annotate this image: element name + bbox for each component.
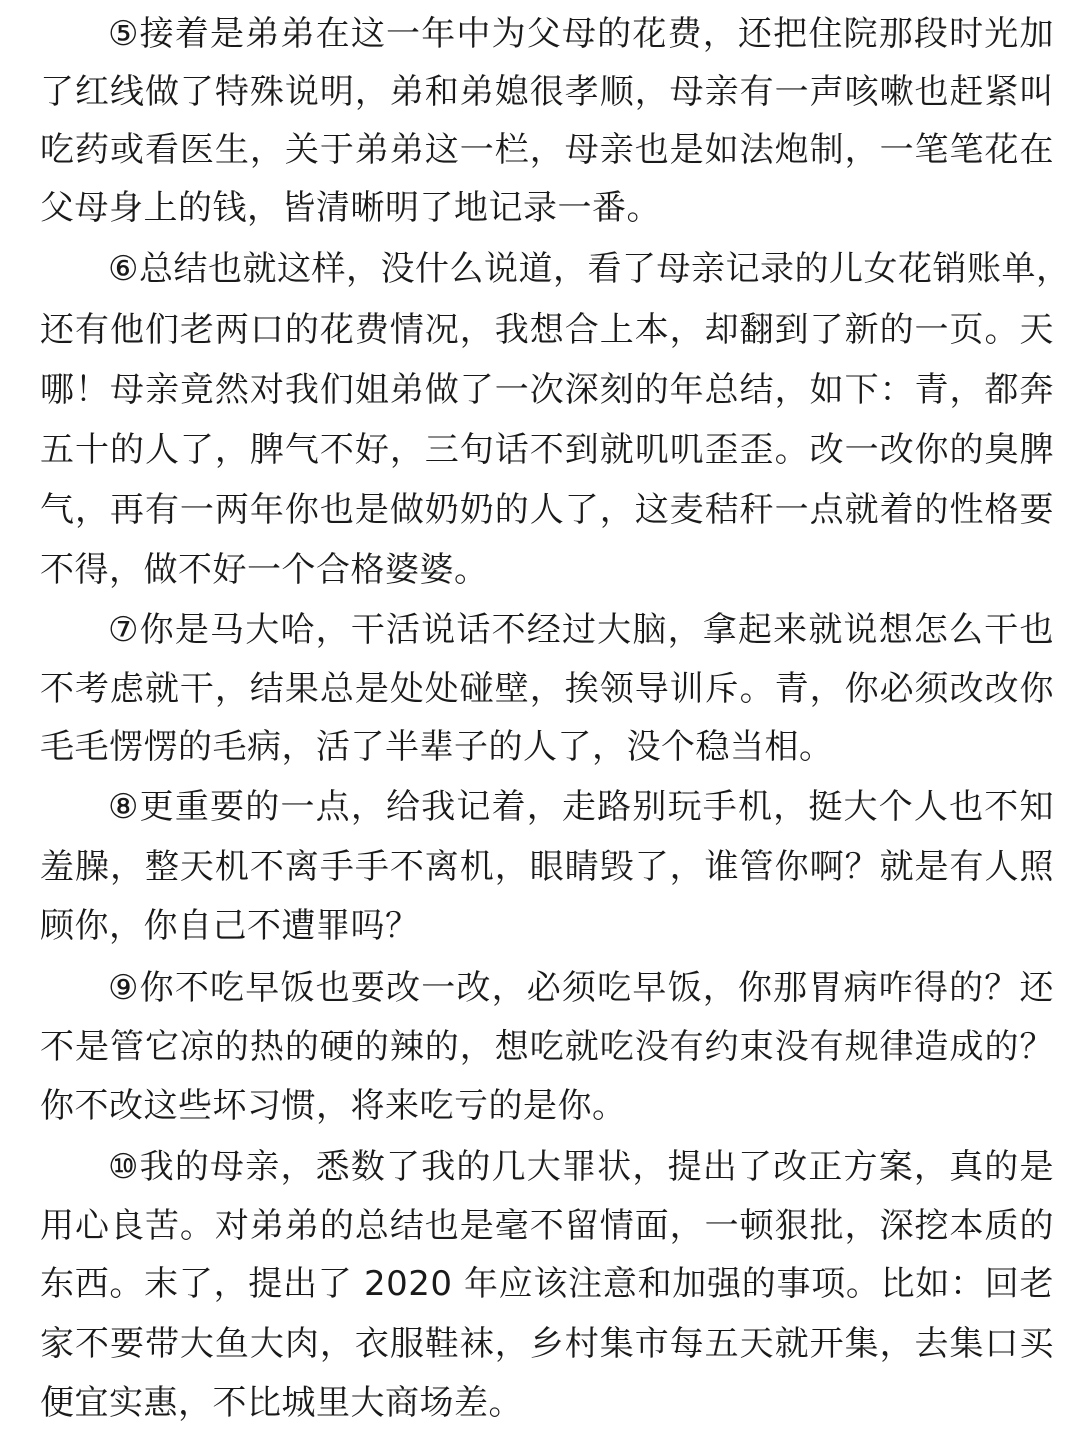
paragraph-8-line-2: 羞臊，整天机不离手手不离机，眼睛毁了，谁管你啊？就是有人照 (40, 847, 1054, 887)
paragraph-8-line-3: 顾你，你自己不遭罪吗？ (40, 906, 420, 946)
paragraph-6-line-5: 气，再有一两年你也是做奶奶的人了，这麦秸秆一点就着的性格要 (40, 490, 1054, 530)
paragraph-6-line-2: 还有他们老两口的花费情况，我想合上本，却翻到了新的一页。天 (40, 310, 1054, 350)
paragraph-5-line-3: 吃药或看医生，关于弟弟这一栏，母亲也是如法炮制，一笔笔花在 (40, 130, 1054, 170)
paragraph-6-line-1: ⑥总结也就这样，没什么说道，看了母亲记录的儿女花销账单， (108, 249, 1071, 289)
paragraph-7-line-3: 毛毛愣愣的毛病，活了半辈子的人了，没个稳当相。 (40, 727, 834, 767)
paragraph-10-line-5: 便宜实惠，不比城里大商场差。 (40, 1383, 523, 1423)
paragraph-10-line-4: 家不要带大鱼大肉，衣服鞋袜，乡村集市每五天就开集，去集口买 (40, 1324, 1054, 1364)
paragraph-10-line-1: ⑩我的母亲，悉数了我的几大罪状，提出了改正方案，真的是 (108, 1147, 1054, 1187)
paragraph-6-line-3: 哪！母亲竟然对我们姐弟做了一次深刻的年总结，如下：青，都奔 (40, 370, 1054, 410)
paragraph-7-line-2: 不考虑就干，结果总是处处碰壁，挨领导训斥。青，你必须改改你 (40, 669, 1054, 709)
paragraph-6-line-4: 五十的人了，脾气不好，三句话不到就叽叽歪歪。改一改你的臭脾 (40, 430, 1054, 470)
paragraph-5-line-1: ⑤接着是弟弟在这一年中为父母的花费，还把住院那段时光加 (108, 14, 1054, 54)
paragraph-8-line-1: ⑧更重要的一点，给我记着，走路别玩手机，挺大个人也不知 (108, 787, 1054, 827)
paragraph-7-line-1: ⑦你是马大哈，干活说话不经过大脑，拿起来就说想怎么干也 (108, 610, 1054, 650)
paragraph-5-line-4: 父母身上的钱，皆清晰明了地记录一番。 (40, 188, 661, 228)
paragraph-5-line-2: 了红线做了特殊说明，弟和弟媳很孝顺，母亲有一声咳嗽也赶紧叫 (40, 72, 1054, 112)
paragraph-6-line-6: 不得，做不好一个合格婆婆。 (40, 550, 489, 590)
paragraph-9-line-1: ⑨你不吃早饭也要改一改，必须吃早饭，你那胃病咋得的？还 (108, 968, 1054, 1008)
paragraph-9-line-3: 你不改这些坏习惯，将来吃亏的是你。 (40, 1086, 627, 1126)
paragraph-10-line-3: 东西。末了，提出了 2020 年应该注意和加强的事项。比如：回老 (40, 1264, 1054, 1304)
paragraph-10-line-2: 用心良苦。对弟弟的总结也是毫不留情面，一顿狠批，深挖本质的 (40, 1206, 1054, 1246)
paragraph-9-line-2: 不是管它凉的热的硬的辣的，想吃就吃没有约束没有规律造成的？ (40, 1027, 1054, 1067)
